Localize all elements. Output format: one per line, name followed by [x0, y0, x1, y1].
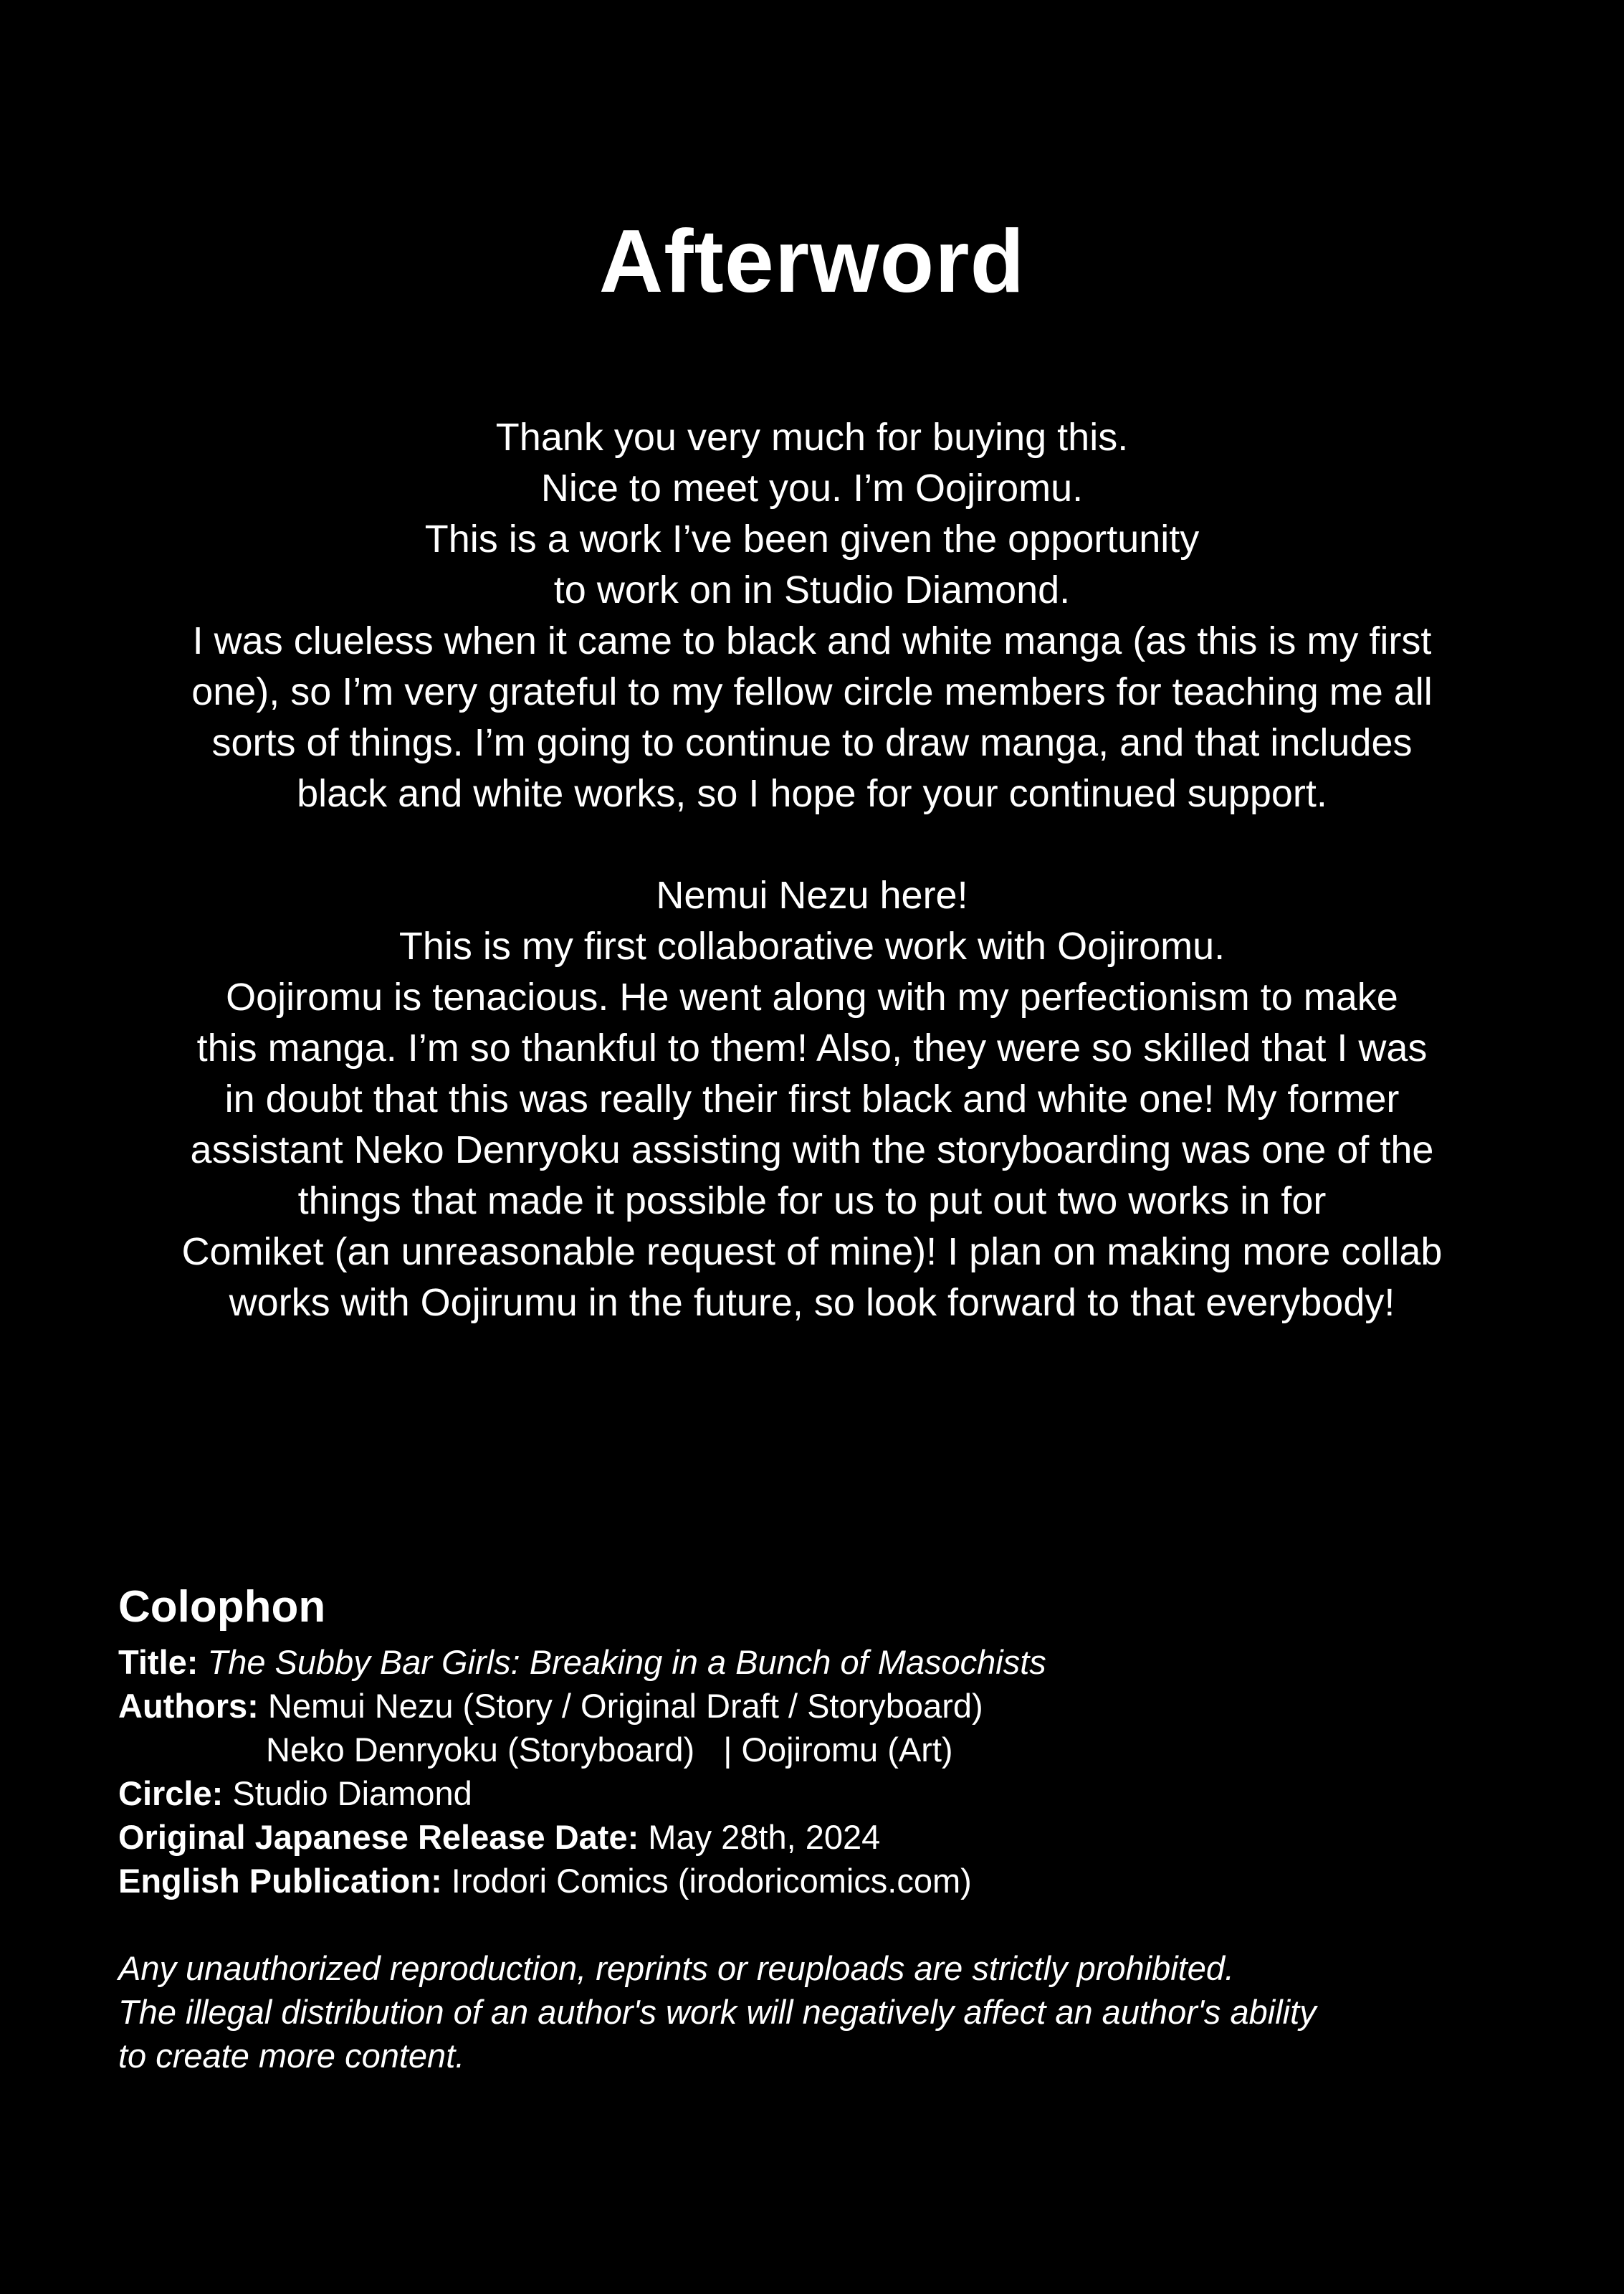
- release-value: May 28th, 2024: [648, 1818, 881, 1856]
- afterword-line: Nice to meet you. I’m Oojiromu.: [540, 467, 1084, 510]
- page-title: Afterword: [598, 212, 1026, 311]
- notice-line: Any unauthorized reproduction, reprints or reuploads are strictly prohibited.: [118, 1949, 1235, 1987]
- copyright-notice: [118, 1946, 1552, 2078]
- publication-value: Irodori Comics (irodoricomics.com): [451, 1862, 972, 1900]
- afterword-line: assistant Neko Denryoku assisting with the storyboarding was one of the: [190, 1128, 1434, 1171]
- afterword-line: This is a work I’ve been given the opportunity: [424, 518, 1200, 561]
- afterword-line: Comiket (an unreasonable request of mine)! I plan on making more collab: [181, 1230, 1443, 1273]
- afterword-line: one), so I’m very grateful to my fellow circle members for teaching me all: [191, 670, 1433, 713]
- authors-line-2a: Neko Denryoku (Storyboard): [266, 1731, 695, 1769]
- colophon-authors-row-2: [118, 1728, 1552, 1771]
- afterword-line: this manga. I’m so thankful to them! Also, they were so skilled that I was: [196, 1027, 1428, 1070]
- afterword-line: works with Oojirumu in the future, so look forward to that everybody!: [229, 1281, 1395, 1324]
- title-label: Title:: [118, 1643, 199, 1681]
- title-value: The Subby Bar Girls: Breaking in a Bunch of Masochists: [207, 1643, 1046, 1681]
- circle-value: Studio Diamond: [232, 1774, 472, 1812]
- colophon-heading: Colophon: [118, 1582, 326, 1632]
- notice-line: to create more content.: [118, 2037, 465, 2075]
- colophon-title-row: [118, 1640, 1552, 1684]
- afterword-line: things that made it possible for us to put out two works in for: [297, 1179, 1327, 1222]
- afterword-line: black and white works, so I hope for your continued support.: [297, 772, 1327, 815]
- afterword-line: I was clueless when it came to black and white manga (as this is my first: [192, 619, 1432, 662]
- afterword-line: in doubt that this was really their first black and white one! My former: [224, 1077, 1400, 1120]
- publication-label: English Publication:: [118, 1862, 442, 1900]
- paragraph-gap: [86, 819, 1538, 870]
- colophon: [118, 1577, 1552, 2078]
- colophon-release-row: [118, 1815, 1552, 1859]
- authors-label: Authors:: [118, 1687, 259, 1725]
- afterword-line: Oojiromu is tenacious. He went along with my perfectionism to make: [226, 976, 1398, 1019]
- authors-line-2b: | Oojiromu (Art): [723, 1731, 953, 1769]
- colophon-circle-row: [118, 1771, 1552, 1815]
- afterword-line: sorts of things. I’m going to continue to draw manga, and that includes: [211, 721, 1413, 764]
- afterword-body: [86, 412, 1538, 1328]
- afterword-line: Nemui Nezu here!: [656, 874, 968, 917]
- circle-label: Circle:: [118, 1774, 224, 1812]
- authors-line-1: Nemui Nezu (Story / Original Draft / Storyboard): [267, 1687, 983, 1725]
- colophon-publication-row: [118, 1859, 1552, 1903]
- afterword-line: This is my first collaborative work with Oojiromu.: [398, 925, 1226, 968]
- afterword-line: to work on in Studio Diamond.: [553, 568, 1071, 611]
- colophon-authors-row: [118, 1684, 1552, 1728]
- release-label: Original Japanese Release Date:: [118, 1818, 639, 1856]
- notice-line: The illegal distribution of an author's work will negatively affect an author's ability: [118, 1993, 1317, 2031]
- afterword-line: Thank you very much for buying this.: [495, 416, 1129, 459]
